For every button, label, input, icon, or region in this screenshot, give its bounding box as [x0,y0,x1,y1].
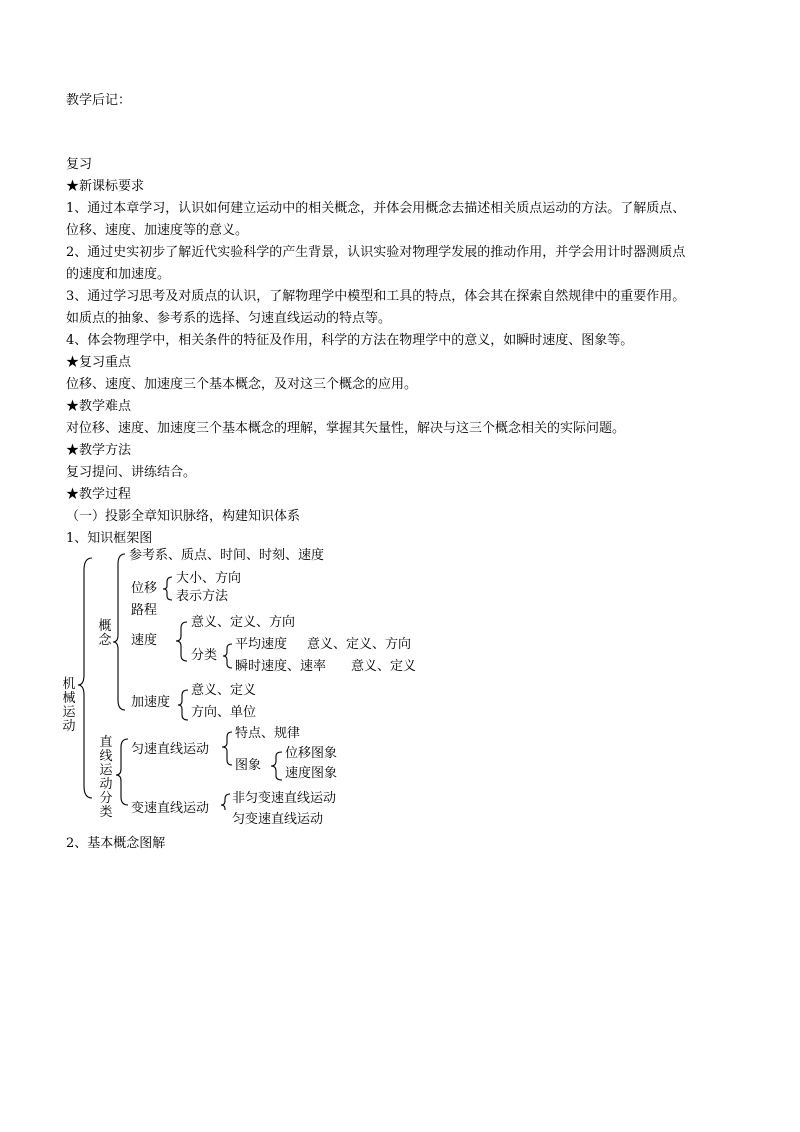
teaching-notes-label: 教学后记： [66,93,132,108]
uniform-graph-node: 图象 [235,758,262,773]
inst-velocity-node: 瞬时速度、速率 [235,659,327,674]
avg-velocity-node: 平均速度 [235,637,288,652]
curriculum-line: 位移、速度、加速度等的意义。 [66,223,249,238]
velocity-class-node: 分类 [191,648,218,663]
acceleration-node: 加速度 [131,695,171,710]
acc-direction-node: 方向、单位 [191,705,257,720]
displacement-graph-node: 位移图象 [285,746,338,761]
displacement-node: 位移 [131,581,158,596]
displacement-size-node: 大小、方向 [176,571,242,586]
velocity-graph-node: 速度图象 [285,766,338,781]
review-title: 复习 [66,157,93,172]
avg-velocity-props-node: 意义、定义、方向 [307,637,412,652]
key-points-text: 位移、速度、加速度三个基本概念，及对这三个概念的应用。 [66,377,418,392]
curriculum-title: ★新课标要求 [66,179,145,194]
uniform-features-node: 特点、规律 [235,726,301,741]
displacement-brace [163,577,172,600]
diagram-brackets [0,540,800,810]
path-node: 路程 [131,603,158,618]
process-step-1: （一）投影全章知识脉络，构建知识体系 [66,509,301,524]
uniform-brace [222,732,232,765]
curriculum-line: 2、通过史实初步了解近代实验科学的产生背景，认识实验对物理学发展的推动作用，并学会用计时器测质点 [66,245,686,260]
acc-meaning-node: 意义、定义 [191,683,257,698]
velocity-node: 速度 [131,633,158,648]
difficulties-title: ★教学难点 [66,399,132,414]
basics-node: 参考系、质点、时间、时刻、速度 [129,548,325,563]
concept-brace [113,554,125,710]
knowledge-framework-diagram [0,540,800,820]
velocity-brace [176,622,187,661]
curriculum-line: 1、通过本章学习，认识如何建立运动中的相关概念，并体会用概念去描述相关质点运动的方法。了解质点、 [66,201,686,216]
basic-concepts-heading: 2、基本概念图解 [66,836,166,851]
knowledge-framework-heading: 1、知识框架图 [66,531,153,546]
key-points-title: ★复习重点 [66,355,132,370]
methods-text: 复习提问、讲练结合。 [66,465,197,480]
difficulties-text: 对位移、速度、加速度三个基本概念的理解，掌握其矢量性，解决与这三个概念相关的实际问题。 [66,421,626,436]
root-brace [78,558,92,798]
velocity-meaning-node: 意义、定义、方向 [191,615,296,630]
uniform-motion-node: 匀速直线运动 [131,742,210,757]
variable-brace [221,794,230,810]
process-title: ★教学过程 [66,487,132,502]
uniform-variable-node: 匀变速直线运动 [232,812,324,827]
classification-brace [116,739,128,805]
concept-node: 概念 [98,619,112,648]
nonuniform-variable-node: 非匀变速直线运动 [232,791,337,806]
displacement-repr-node: 表示方法 [176,589,229,604]
curriculum-line: 如质点的抽象、参考系的选择、匀速直线运动的特点等。 [66,311,392,326]
acceleration-brace [178,690,188,720]
graph-brace [271,752,282,780]
classification-node: 直线运动分类 [99,735,113,820]
velocity-class-brace [223,644,232,668]
curriculum-line: 的速度和加速度。 [66,267,171,282]
curriculum-line: 3、通过学习思考及对质点的认识，了解物理学中模型和工具的特点，体会其在探索自然规律中的重要作用。 [66,289,686,304]
curriculum-line: 4、体会物理学中，相关条件的特征及作用，科学的方法在物理学中的意义，如瞬时速度、图象等。 [66,333,634,348]
methods-title: ★教学方法 [66,443,132,458]
inst-velocity-props-node: 意义、定义 [351,659,417,674]
variable-motion-node: 变速直线运动 [131,801,210,816]
root-mechanical-motion: 机械运动 [62,677,76,734]
